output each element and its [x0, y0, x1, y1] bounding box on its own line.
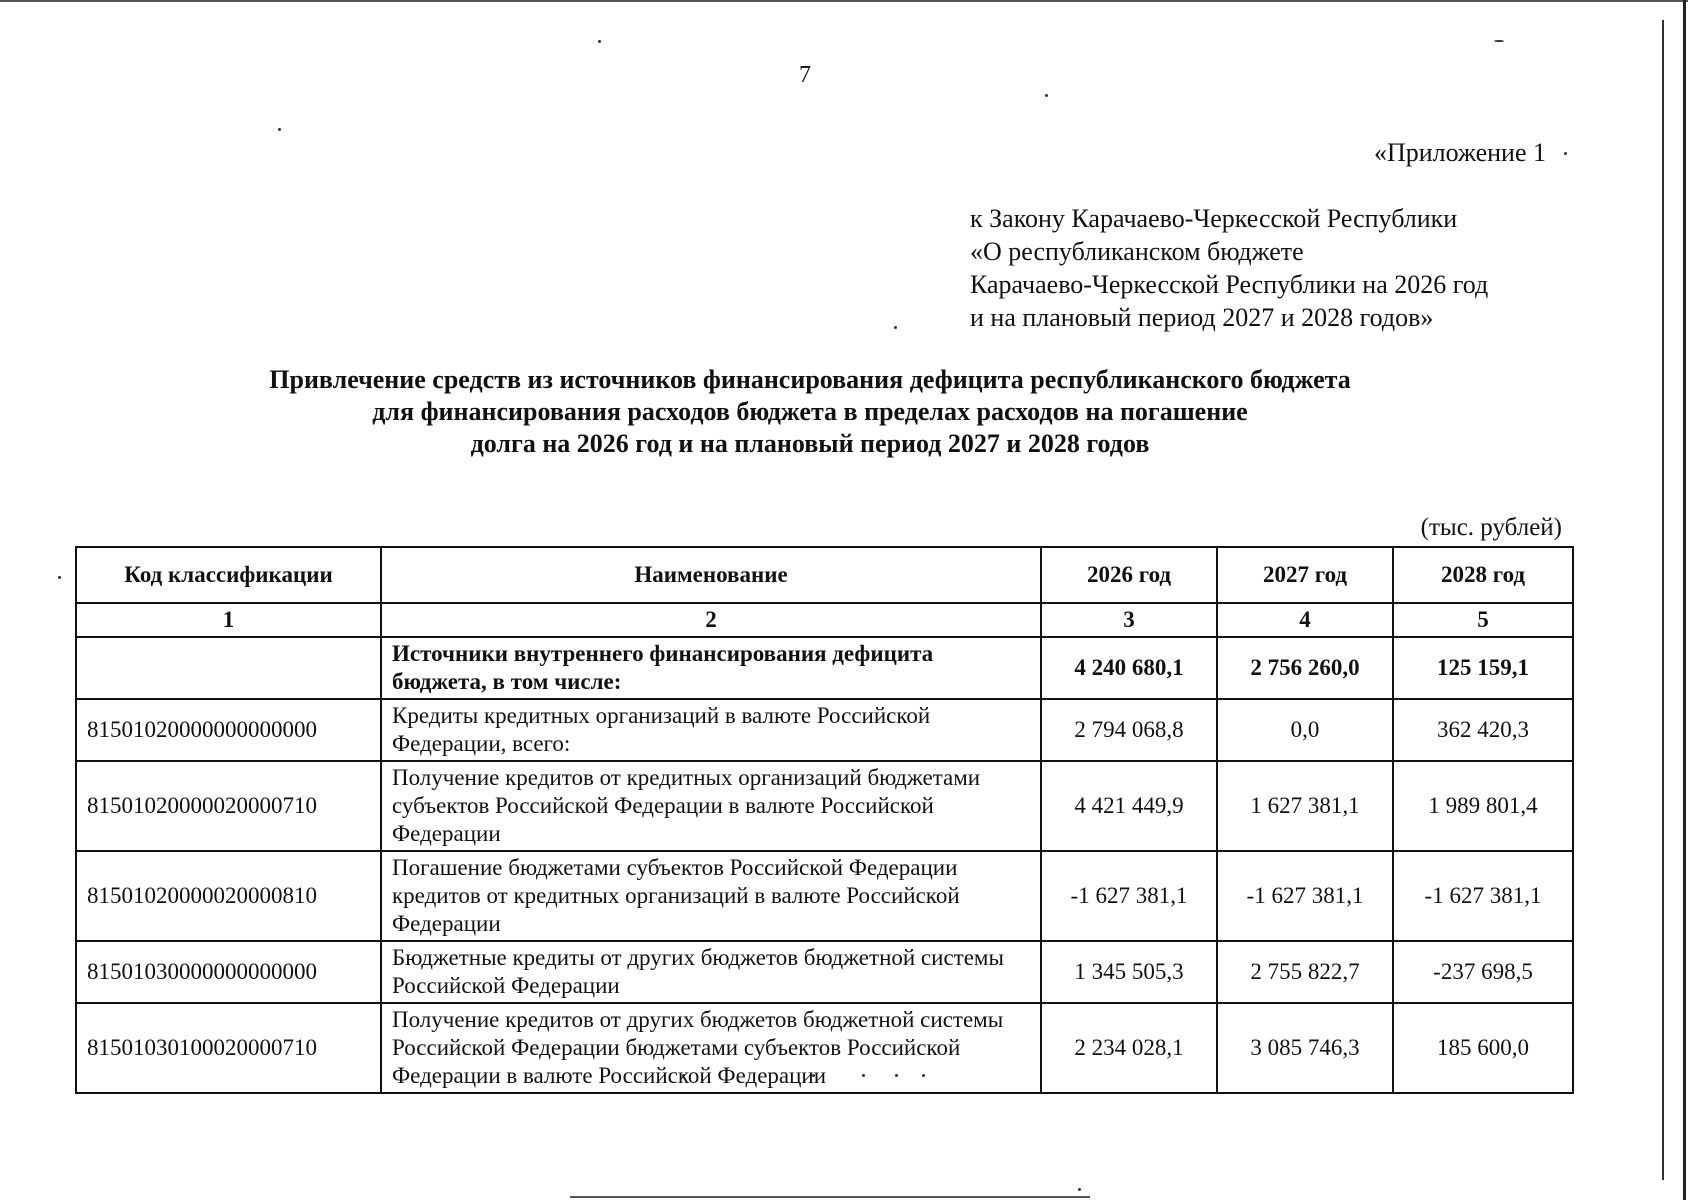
table-row	[76, 1003, 1573, 1093]
column-index: 1	[76, 603, 381, 637]
value-2027: 3 085 746,3	[1217, 1003, 1393, 1093]
name-cell: Источники внутреннего финансирования дефицита бюджета, в том числе:	[381, 637, 1041, 699]
value-2028: -237 698,5	[1393, 941, 1573, 1003]
value-2027: 2 756 260,0	[1217, 637, 1393, 699]
value-2028: -1 627 381,1	[1393, 851, 1573, 941]
code-cell	[76, 637, 381, 699]
scan-speck	[1564, 152, 1567, 155]
scan-edge-right	[1683, 0, 1686, 1200]
unit-label: (тыс. рублей)	[1420, 514, 1562, 541]
table-row	[76, 851, 1573, 941]
header-code: Код классификации	[76, 547, 381, 603]
value-2026: 4 421 449,9	[1041, 761, 1217, 851]
code-cell: 81501020000020000810	[76, 851, 381, 941]
scan-speck	[894, 326, 897, 329]
appendix-line: Карачаево-Черкесской Республики на 2026 год	[970, 270, 1489, 299]
value-2027: 0,0	[1217, 699, 1393, 761]
appendix-reference	[970, 202, 1570, 334]
column-index: 2	[381, 603, 1041, 637]
title-line: для финансирования расходов бюджета в пределах расходов на погашение	[372, 397, 1248, 426]
page-number: 7	[799, 62, 811, 88]
header-name: Наименование	[381, 547, 1041, 603]
value-2028: 362 420,3	[1393, 699, 1573, 761]
table-row	[76, 761, 1573, 851]
name-cell: Погашение бюджетами субъектов Российской Федерации кредитов от кредитных организаций в валюте Российской Федерации	[381, 851, 1041, 941]
table-row	[76, 637, 1573, 699]
appendix-line: к Закону Карачаево-Черкесской Республики	[970, 204, 1458, 233]
value-2026: -1 627 381,1	[1041, 851, 1217, 941]
scan-speck	[58, 576, 61, 579]
table-row	[76, 699, 1573, 761]
value-2026: 2 234 028,1	[1041, 1003, 1217, 1093]
code-cell: 81501030000000000000	[76, 941, 381, 1003]
scan-edge-bottom	[570, 1196, 1090, 1198]
document-title	[150, 364, 1470, 460]
budget-table	[75, 546, 1574, 1094]
header-2026: 2026 год	[1041, 547, 1217, 603]
value-2026: 4 240 680,1	[1041, 637, 1217, 699]
scan-speck	[1494, 40, 1504, 42]
code-cell: 81501030100020000710	[76, 1003, 381, 1093]
value-2028: 1 989 801,4	[1393, 761, 1573, 851]
value-2028: 185 600,0	[1393, 1003, 1573, 1093]
scan-speck	[278, 128, 281, 131]
name-cell: Получение кредитов от других бюджетов бюджетной системы Российской Федерации бюджетами субъектов Российской Федерации в валюте Российской Федерации	[381, 1003, 1041, 1093]
name-cell: Кредиты кредитных организаций в валюте Российской Федерации, всего:	[381, 699, 1041, 761]
scan-speck	[598, 40, 601, 43]
scan-edge-top	[0, 0, 1688, 2]
scan-speck	[1078, 1188, 1081, 1191]
value-2026: 1 345 505,3	[1041, 941, 1217, 1003]
table-row	[76, 941, 1573, 1003]
column-index-row	[76, 603, 1573, 637]
scan-edge-right-inner	[1662, 20, 1664, 1180]
header-2027: 2027 год	[1217, 547, 1393, 603]
column-index: 4	[1217, 603, 1393, 637]
title-line: Привлечение средств из источников финансирования дефицита республиканского бюджета	[269, 365, 1351, 394]
value-2026: 2 794 068,8	[1041, 699, 1217, 761]
appendix-line: «О республиканском бюджете	[970, 237, 1304, 266]
value-2027: 2 755 822,7	[1217, 941, 1393, 1003]
header-2028: 2028 год	[1393, 547, 1573, 603]
name-cell: Бюджетные кредиты от других бюджетов бюджетной системы Российской Федерации	[381, 941, 1041, 1003]
table-header-row	[76, 547, 1573, 603]
value-2027: -1 627 381,1	[1217, 851, 1393, 941]
code-cell: 81501020000020000710	[76, 761, 381, 851]
scan-speck	[1045, 94, 1048, 97]
code-cell: 81501020000000000000	[76, 699, 381, 761]
value-2027: 1 627 381,1	[1217, 761, 1393, 851]
title-line: долга на 2026 год и на плановый период 2027 и 2028 годов	[470, 429, 1150, 458]
column-index: 3	[1041, 603, 1217, 637]
column-index: 5	[1393, 603, 1573, 637]
name-cell: Получение кредитов от кредитных организаций бюджетами субъектов Российской Федерации в валюте Российской Федерации	[381, 761, 1041, 851]
appendix-title: «Приложение 1	[1373, 138, 1546, 167]
appendix-line: и на плановый период 2027 и 2028 годов»	[970, 303, 1434, 332]
value-2028: 125 159,1	[1393, 637, 1573, 699]
